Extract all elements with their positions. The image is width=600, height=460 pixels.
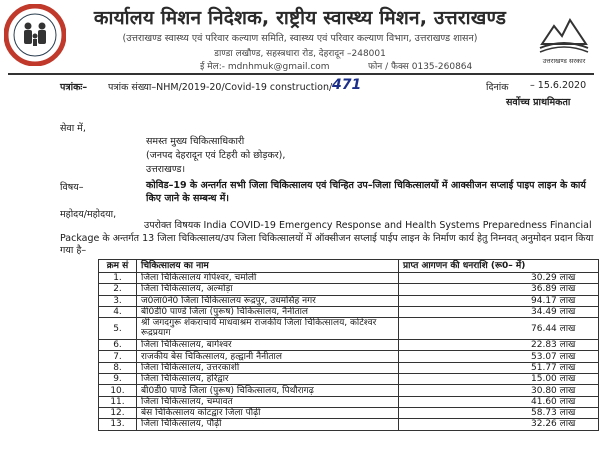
row-amount: 15.00 लाख bbox=[399, 374, 599, 385]
reference-number: पत्रांक संख्या–NHM/2019-20/Covid-19 construction/ bbox=[108, 82, 333, 93]
row-hospital-name: श्री जगदगुरू शंकराचार्य माधवाश्रम राजकीय जिला चिकित्सालय, कोटेश्वर रूद्रप्रयाग bbox=[137, 318, 399, 340]
row-amount: 30.80 लाख bbox=[399, 385, 599, 396]
body-paragraph: उपरोक्त विषयक India COVID-19 Emergency Response and Health Systems Preparedness Financial Package के अन्तर्गत 13 जिला चिकित्सालय/उप जिला चिकित्सालयों में ऑक्सीजन सप्लाई पाईप लाइन के निर्माण कार्य हेतु निम्नवत् अनुमोदन प्रदान किया गया है– bbox=[60, 220, 594, 256]
priority-label: सर्वोच्च प्राथमिकता bbox=[506, 97, 571, 108]
row-hospital-name: जिला चिकित्सालय, उत्तरकाशी bbox=[137, 362, 399, 373]
row-serial: 7. bbox=[99, 351, 137, 362]
subject-label: विषय– bbox=[60, 182, 84, 193]
table-row bbox=[99, 385, 599, 396]
handwritten-number: 471 bbox=[332, 77, 362, 93]
date-value: – 15.6.2020 bbox=[530, 80, 587, 91]
header-hospital-name: चिकित्सालय का नाम bbox=[137, 260, 399, 273]
row-hospital-name: बेस चिकित्सालय कोटद्वार जिला पौढ़ी bbox=[137, 407, 399, 418]
org-title: कार्यालय मिशन निदेशक, राष्ट्रीय स्वास्थ्य मिशन, उत्तराखण्ड bbox=[93, 7, 507, 29]
row-amount: 30.29 लाख bbox=[399, 273, 599, 284]
row-serial: 9. bbox=[99, 374, 137, 385]
row-amount: 53.07 लाख bbox=[399, 351, 599, 362]
row-serial: 6. bbox=[99, 340, 137, 351]
table-row bbox=[99, 407, 599, 418]
table-row bbox=[99, 419, 599, 430]
table-row bbox=[99, 284, 599, 295]
row-hospital-name: जिला चिकित्सालय, हरिद्वार bbox=[137, 374, 399, 385]
row-serial: 12. bbox=[99, 407, 137, 418]
uttarakhand-emblem-icon bbox=[532, 6, 596, 66]
table-row bbox=[99, 340, 599, 351]
row-hospital-name: जिला चिकित्सालय गोपेश्वर, चमोली bbox=[137, 273, 399, 284]
table-row bbox=[99, 273, 599, 284]
table-row bbox=[99, 396, 599, 407]
row-amount: 41.60 लाख bbox=[399, 396, 599, 407]
nhm-logo-icon bbox=[4, 4, 66, 66]
row-serial: 13. bbox=[99, 419, 137, 430]
letterhead-divider bbox=[8, 73, 594, 75]
row-serial: 4. bbox=[99, 306, 137, 317]
row-serial: 2. bbox=[99, 284, 137, 295]
row-hospital-name: बी0डी0 पाण्डे जिला (पुरूष) चिकित्सालय, पिथौरागढ़ bbox=[137, 385, 399, 396]
table-row bbox=[99, 362, 599, 373]
row-hospital-name: जिला चिकित्सालय, चम्पावत bbox=[137, 396, 399, 407]
row-serial: 11. bbox=[99, 396, 137, 407]
row-amount: 76.44 लाख bbox=[399, 318, 599, 340]
addressee-line: समस्त मुख्य चिकित्साधिकारी bbox=[146, 136, 245, 147]
row-hospital-name: जिला चिकित्सालय, अल्मोड़ा bbox=[137, 284, 399, 295]
row-hospital-name: जिला चिकित्सालय, पौढ़ी bbox=[137, 419, 399, 430]
reference-label: पत्रांकः– bbox=[60, 82, 88, 93]
row-serial: 3. bbox=[99, 295, 137, 306]
emblem-caption: उत्तराखण्ड सरकार bbox=[542, 57, 586, 65]
row-serial: 8. bbox=[99, 362, 137, 373]
row-hospital-name: जिला चिकित्सालय, बागेश्वर bbox=[137, 340, 399, 351]
row-amount: 36.89 लाख bbox=[399, 284, 599, 295]
table-row bbox=[99, 374, 599, 385]
header-serial: क्रम सं bbox=[99, 260, 137, 273]
table-row bbox=[99, 306, 599, 317]
row-serial: 1. bbox=[99, 273, 137, 284]
table-row bbox=[99, 295, 599, 306]
row-amount: 32.26 लाख bbox=[399, 419, 599, 430]
row-serial: 10. bbox=[99, 385, 137, 396]
row-amount: 58.73 लाख bbox=[399, 407, 599, 418]
row-amount: 34.49 लाख bbox=[399, 306, 599, 317]
row-amount: 22.83 लाख bbox=[399, 340, 599, 351]
row-hospital-name: ज0ला0ने0 जिला चिकित्सालय रूद्रपुर, उधमसिंह नगर bbox=[137, 295, 399, 306]
org-phone: फोन / फैक्स 0135-260864 bbox=[368, 62, 473, 72]
addressee-prefix: सेवा में, bbox=[60, 123, 86, 134]
header-amount: प्राप्त आगणन की धनराशि (रू0– में) bbox=[399, 260, 599, 273]
date-label: दिनांक bbox=[486, 82, 509, 93]
org-subtitle: (उत्तराखण्ड स्वास्थ्य एवं परिवार कल्याण समिति, स्वास्थ्य एवं परिवार कल्याण विभाग, उत्तराखण्ड शासन) bbox=[122, 33, 478, 44]
row-hospital-name: बी0डी0 पाण्डे जिला (पुरूष) चिकित्सालय, नैनीताल bbox=[137, 306, 399, 317]
salutation: महोदय/महोदया, bbox=[60, 209, 117, 220]
table-header-row bbox=[99, 260, 599, 273]
hospital-table bbox=[98, 259, 599, 431]
row-hospital-name: राजकीय बेस चिकित्सालय, हल्द्वानी नैनीताल bbox=[137, 351, 399, 362]
subject-text: कोविड–19 के अन्तर्गत सभी जिला चिकित्सालय एवं चिन्हित उप–जिला चिकित्सालयों में आक्सीजन सप्लाई पाइप लाइन के कार्य किए जाने के सम्बन्ध में। bbox=[146, 180, 586, 204]
table-row bbox=[99, 318, 599, 340]
row-amount: 51.77 लाख bbox=[399, 362, 599, 373]
row-amount: 94.17 लाख bbox=[399, 295, 599, 306]
table-row bbox=[99, 351, 599, 362]
org-address: डाण्डा लखौण्ड, सहस्त्रधारा रोड, देहरादून –248001 bbox=[214, 49, 386, 59]
row-serial: 5. bbox=[99, 318, 137, 340]
org-email: ई मेल:- mdnhmuk@gmail.com bbox=[200, 62, 330, 72]
addressee-line: उत्तराखण्ड। bbox=[146, 164, 186, 175]
addressee-line: (जनपद देहरादून एवं टिहरी को छोड़कर), bbox=[146, 150, 286, 161]
